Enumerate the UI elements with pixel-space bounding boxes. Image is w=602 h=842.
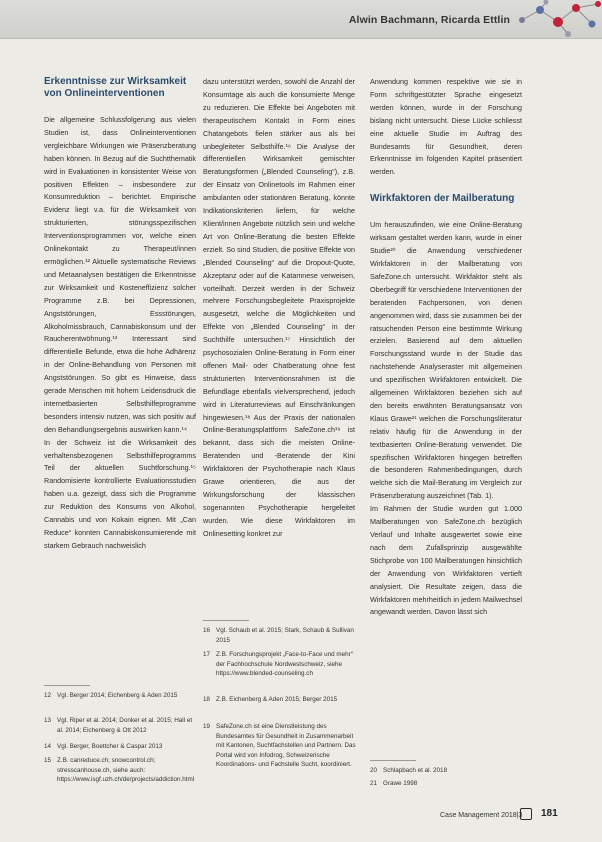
footer-journal-name: Case Management 2018|3 <box>440 812 523 819</box>
footnote-number: 17 <box>203 651 211 658</box>
footnote-text: Vgl. Berger 2014; Eichenberg & Aden 2015 <box>57 692 178 699</box>
paragraph: dazu unterstützt werden, sowohl die Anzahl der Konsumtage als auch die konsumierte Menge zu reduzieren. Die Effekte bei Angeboten mit therapeutischem Kontakt in Form eines Chatangebots fielen stärker aus als bei unbegleiteter Selbsthilfe.¹⁶ Die Analyse der differentiellen Wirksamkeit gemischter Beratungsformen („Blended Counseling“), z.B. der Einsatz von Onlinetools im Rahmen einer ambulanten oder stationären Beratung, könnte Indikationskriterien liefern, für welche Klient/innen Angebote nützlich sein und welche Art von Online-Beratung die besten Effekte erzielt. So sind Studien, die positive Effekte von „Blended Counseling“ auf die Dropout-Quote, Akzeptanz oder auf die Katamnese verweisen, vorteilhaft. Derzeit werden in der Schweiz mehrere Forschungsbegleitete Praxisprojekte ausgesetzt, welche die Möglichkeiten und Effekte von „Blended Counseling“ in der Suchthilfe untersuchen.¹⁷ Hinsichtlich der psychosozialen Online-Beratung in Form einer offenen Mail- oder Chatberatung ohne fest strukturierten Interventionsrahmen ist die Befundlage ebenfalls vielversprechend, jedoch wird in Literaturreviews auf Einschränkungen hingewiesen.¹⁸ Aus der Praxis der nationalen Online-Beratungsplattform SafeZone.ch¹⁹ ist bekannt, dass sich die meisten Online-Beratenden und -Beratende der Kini Wirkfaktoren der Psychotherapie nach Klaus Grawe orientieren, die aus der Wirkungsforschung der klassischen sogenannten Psychotherapie hergeleitet wurden. Wie diese Wirkfaktoren im Onlinesetting konkret zur <box>203 77 355 538</box>
footnote <box>203 650 361 688</box>
footnote-number: 12 <box>44 692 52 699</box>
footnote-divider <box>370 760 416 761</box>
footnote-text: Vgl. Riper et al. 2014; Donker et al. 2015; Hall et al. 2014; Eichenberg & Ott 2012 <box>57 717 193 734</box>
footnote-text: Z.B. Forschungsprojekt „Face-to-Face und mehr“ der Fachhochschule Nordwestschweiz, siehe https://www.blended-counseling.ch <box>216 651 353 677</box>
paragraph: Im Rahmen der Studie wurden gut 1.000 Mailberatungen von SafeZone.ch bezüglich Verlauf und Inhalte ausgewertet sowie eine nach dem Zufallsprinzip ausgewählte Stichprobe von 100 Mailberatungen hinsichtlich der Anwendung von Wirkfaktoren vertieft analysiert. Die Resultate zeigen, dass die Wirkfaktoren mehrheitlich in jedem Mailwechsel angewandt werden. Davon lässt sich <box>370 504 522 617</box>
footnote-number: 20 <box>370 767 378 774</box>
paragraph: Die allgemeine Schlussfolgerung aus vielen Studien ist, dass Onlineinterventionen vergleichbare Wirkungen wie Präsenzberatung haben können. In Bezug auf die Suchtthematik wird in Evaluationen in konsistenter Weise von positiven Effekten – insbesondere zur Konsumreduktion – berichtet. Empirische Evidenz liegt v.a. für die Wirksamkeit von strukturierten, störungsspezifischen Interventionsprogrammen vor, welche einen Onlinekontakt zu Therapeut/innen ermöglichen.¹² Aktuelle systematische Reviews und Metaanalysen bestätigen die Erkenntnisse zur Wirksamkeit und Kosteneffizienz solcher Programme z.B. bei Depressionen, Angststörungen, Essstörungen, Alkoholmissbrauch, Cannabiskonsum und der Raucherentwöhnung.¹³ Interessant sind differentielle Befunde, etwa die hohe Adhärenz in der Online-Behandlung von Personen mit Angststörungen. So gibt es Hinweise, dass gerade Menschen mit hohem Leidensdruck die internetbasierten Selbsthilfeprogramme besonders intensiv nutzen, was sich positiv auf den Behandlungsergebnis auswirken kann.¹⁴ <box>44 115 196 434</box>
footnote <box>44 691 199 703</box>
footnote <box>203 722 361 792</box>
paragraph: In der Schweiz ist die Wirksamkeit des verhaltensbezogenen Selbsthilfeprogramms Teil der aktuellen Suchtforschung.¹⁵ Randomisierte kontrollierte Evaluationsstudien haben u.a. gezeigt, dass sich die Programme zur Reduktion des Konsums von Alkohol, Cannabis und von Kokain eignen. Mit „Can Reduce“ konnten Cannabiskonsumierende mit starkem Gebrauch nachweislich <box>44 437 196 550</box>
footnote <box>370 779 525 789</box>
section-heading-wirkfaktoren: Wirkfaktoren der Mailberatung <box>370 193 515 205</box>
molecule-decoration-icon <box>512 0 602 38</box>
footnote <box>370 766 525 776</box>
footnote-number: 21 <box>370 780 378 787</box>
footnote-text: Z.B. canreduce.ch; snowcontrol.ch; stresscanhouse.ch, siehe auch: https://www.isgf.uzh.ch/de/projects/addiction.html <box>57 757 195 783</box>
journal-logo-icon <box>520 808 532 820</box>
header-band <box>0 0 602 39</box>
footnote-text: Schlapbach et al. 2018 <box>383 767 448 774</box>
footnote-text: Grawe 1998 <box>383 780 418 787</box>
section-heading-wirksamkeit: Erkenntnisse zur Wirksamkeit von Onlineinterventionen <box>44 76 187 99</box>
footnote-number: 19 <box>203 723 211 730</box>
paragraph: Anwendung kommen respektive wie sie in Form schriftgestützter Sprache eingesetzt werden können, wurde in der Forschung bislang nicht untersucht. Diese Lücke schliesst eine aktuelle Studie im Auftrag des Bundesamts für Gesundheit, deren Erkenntnisse im folgenden Kapitel präsentiert werden. <box>370 77 522 177</box>
footnote <box>44 716 199 736</box>
header-authors: Alwin Bachmann, Ricarda Ettlin <box>348 14 510 26</box>
column-1 <box>44 76 196 553</box>
column-3 <box>370 76 522 619</box>
page-number: 181 <box>541 808 558 819</box>
footnote-number: 18 <box>203 696 211 703</box>
footnote-divider <box>203 620 249 621</box>
footnote <box>44 742 199 752</box>
footnote-number: 16 <box>203 627 211 634</box>
footnote-text: SafeZone.ch ist eine Dienstleistung des Bundesamtes für Gesundheit in Zusammenarbeit mit Kantonen, Suchtfachstellen und Partnern. Das Portal wird von Infodrog, Schweizerische Koordinations- und Fachstelle Sucht, koordiniert. <box>216 723 356 768</box>
footnote-text: Vgl. Schaub et al. 2015; Stark, Schaub & Sullivan 2015 <box>216 627 354 644</box>
footnote-text: Vgl. Berger, Boettcher & Caspar 2013 <box>57 743 163 750</box>
footnote <box>203 695 361 715</box>
paragraph: Um herauszufinden, wie eine Online-Beratung wirksam gestaltet werden kann, wurde in einer Studie²⁰ die Anwendung verschiedener Wirkfaktoren in der Mailberatung von SafeZone.ch untersucht. Wirkfaktor steht als Oberbegriff für verschiedene Interventionen der beratenden Fachpersonen, von denen angenommen wird, dass sie zusammen bei der ratsuchenden Person eine bestimmte Wirkung erzielen. Basierend auf dem aktuellen Forschungsstand wurde in der Studie das nachstehende Analyseraster mit allgemeinen und spezifischen Wirkfaktoren entwickelt. Die allgemeinen Wirkfaktoren beziehen sich auf den bereits erwähnten Beratungsansatz von Klaus Grawe²¹ welchen die Forschungsliteratur relativ häufig für die Anwendung in der textbasierten Online-Beratung verwendet. Die spezifischen Wirkfaktoren hingegen betreffen die besonderen Rahmenbedingungen, durch welche sich die Mail-Beratung im Vergleich zur Präsenzberatung auszeichnet (Tab. 1). <box>370 220 522 501</box>
footnote-divider <box>44 685 90 686</box>
column-2 <box>203 76 355 541</box>
footnote <box>203 626 361 646</box>
footnote-text: Z.B. Eichenberg & Aden 2015; Berger 2015 <box>216 696 338 703</box>
footnote-number: 14 <box>44 743 52 750</box>
footnote-number: 15 <box>44 757 52 764</box>
footnote <box>44 756 199 786</box>
footnote-number: 13 <box>44 717 52 724</box>
